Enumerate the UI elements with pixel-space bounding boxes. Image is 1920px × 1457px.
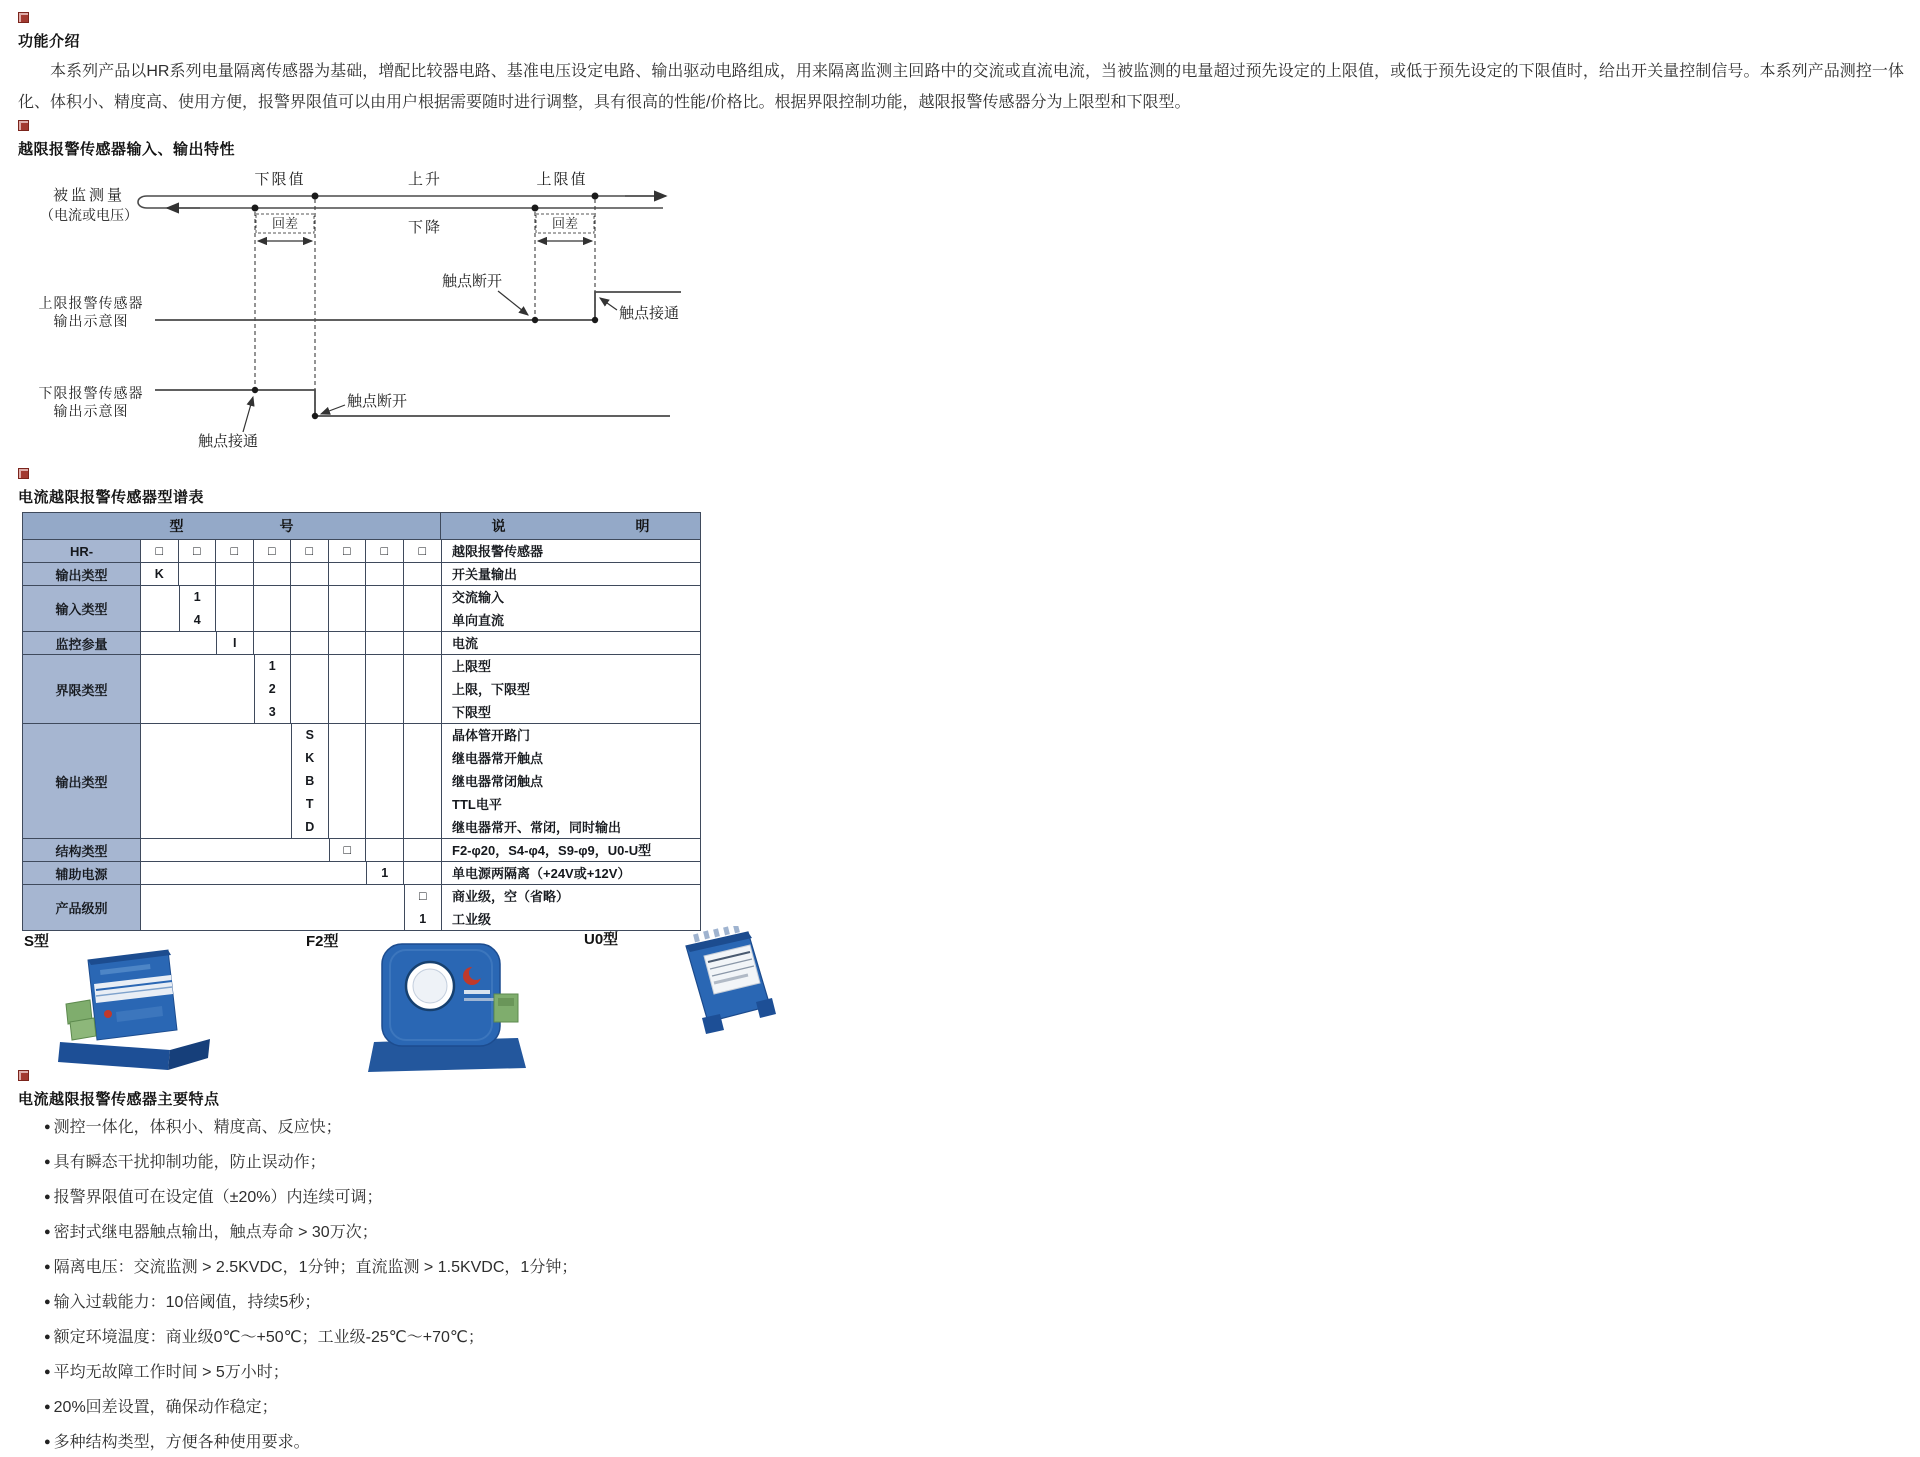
code-cell: 1 [419, 912, 427, 926]
feature-item [44, 1215, 1444, 1250]
lower-output-trace [155, 390, 670, 416]
section-marker-icon [18, 1070, 29, 1081]
code-cell: B [305, 774, 315, 788]
row-label: 监控参量 [23, 632, 141, 654]
table-row [23, 861, 700, 884]
section-marker-icon [18, 468, 29, 479]
label-upper-output-1: 上限报警传感器 [38, 297, 144, 312]
label-contact-open-upper: 触点断开 [441, 274, 503, 290]
row-desc: 单电源两隔离（+24V或+12V） [452, 866, 631, 881]
code-cell: K [305, 751, 315, 765]
code-cell: S [305, 728, 314, 742]
row-label: 界限类型 [23, 655, 141, 723]
feature-item [44, 1110, 1444, 1145]
callout-arrow [243, 397, 253, 432]
row-desc: 开关量输出 [452, 567, 518, 582]
code-box: □ [418, 889, 427, 903]
code-cell: D [305, 820, 315, 834]
hysteresis-right [536, 214, 594, 241]
label-upper-limit: 上限值 [536, 172, 588, 188]
bullet-icon: ● [44, 1436, 51, 1448]
label-contact-open-lower: 触点断开 [346, 394, 408, 410]
code-cell: 4 [193, 613, 201, 627]
code-cell: 1 [381, 866, 389, 880]
label-lower-limit: 下限值 [254, 172, 306, 188]
code-cell: 2 [268, 682, 276, 696]
product-photo-u0-type [660, 926, 785, 1038]
table-row [23, 838, 700, 861]
table-row [23, 631, 700, 654]
row-desc: 电流 [452, 636, 479, 651]
feature-item [44, 1145, 1444, 1180]
feature-text: 输入过载能力：10倍阈值，持续5秒； [53, 1294, 321, 1311]
label-contact-close-lower: 触点接通 [197, 434, 259, 450]
row-label: HR- [23, 540, 141, 562]
code-box: □ [418, 544, 427, 558]
table-row [23, 654, 700, 723]
code-cell: 1 [268, 659, 276, 673]
code-cell: I [233, 636, 237, 650]
row-label: 输入类型 [23, 586, 141, 631]
header-desc-char2: 明 [635, 518, 650, 534]
feature-text: 隔离电压：交流监测 > 2.5KVDC，1分钟；直流监测 > 1.5KVDC，1分钟； [53, 1259, 578, 1276]
label-hysteresis-left: 回差 [271, 216, 299, 231]
feature-text: 测控一体化，体积小、精度高、反应快； [53, 1119, 342, 1136]
code-cell: 1 [193, 590, 201, 604]
row-desc: 上限型 [452, 659, 492, 674]
row-desc: 交流输入 [452, 590, 505, 605]
callout-arrow [498, 291, 528, 315]
label-monitored-unit: （电流或电压） [40, 209, 138, 224]
feature-item [44, 1390, 1444, 1425]
row-desc: 继电器常开、常闭，同时输出 [452, 820, 622, 835]
table-row [23, 562, 700, 585]
feature-item [44, 1425, 1444, 1457]
row-desc: 商业级，空（省略） [452, 889, 570, 904]
feature-item [44, 1320, 1444, 1355]
header-model-char2: 号 [279, 518, 294, 534]
bullet-icon: ● [44, 1121, 51, 1133]
feature-text: 具有瞬态干扰抑制功能，防止误动作； [53, 1154, 326, 1171]
code-cell: T [305, 797, 314, 811]
label-falling: 下降 [407, 220, 443, 236]
feature-text: 密封式继电器触点输出，触点寿命 > 30万次； [53, 1224, 378, 1241]
upper-output-step-dot [592, 317, 598, 323]
header-model-char1: 型 [169, 518, 184, 534]
label-lower-output-1: 下限报警传感器 [38, 387, 144, 402]
row-desc: 晶体管开路门 [452, 728, 531, 743]
feature-item [44, 1355, 1444, 1390]
bullet-icon: ● [44, 1366, 51, 1378]
row-label: 输出类型 [23, 724, 141, 838]
code-box: □ [267, 544, 276, 558]
row-desc: 越限报警传感器 [452, 544, 544, 559]
features-list [44, 1110, 1444, 1457]
row-label: 产品级别 [23, 885, 141, 930]
feature-text: 平均无故障工作时间 > 5万小时； [53, 1364, 289, 1381]
upper-output-dot [532, 317, 538, 323]
upper-output-trace [155, 292, 681, 320]
bullet-icon: ● [44, 1261, 51, 1273]
model-spectrum-table [22, 512, 701, 931]
product-photo-f2-type [368, 938, 543, 1078]
code-box: □ [230, 544, 239, 558]
table-header-row [23, 513, 700, 539]
lower-output-dot [252, 387, 258, 393]
measured-axis-lines [138, 196, 666, 208]
row-desc: 下限型 [452, 705, 492, 720]
hysteresis-left [256, 214, 314, 241]
product-photo-s-type [50, 942, 220, 1074]
lower-output-step-dot [312, 413, 318, 419]
code-cell: K [154, 567, 164, 581]
product-label-s-type: S型 [24, 933, 50, 950]
bullet-icon: ● [44, 1191, 51, 1203]
label-monitored-quantity: 被监测量 [52, 188, 126, 204]
row-desc: 单向直流 [452, 613, 505, 628]
product-label-f2-type: F2型 [306, 933, 339, 950]
model-table-title: 电流越限报警传感器型谱表 [18, 489, 205, 506]
bullet-icon: ● [44, 1401, 51, 1413]
bullet-icon: ● [44, 1226, 51, 1238]
header-desc [441, 513, 700, 539]
row-label: 输出类型 [23, 563, 141, 585]
code-box: □ [155, 544, 164, 558]
io-characteristics-diagram [25, 158, 705, 458]
code-box: □ [305, 544, 314, 558]
label-hysteresis-right: 回差 [551, 216, 579, 231]
row-desc: 继电器常闭触点 [452, 774, 544, 789]
callout-arrow [321, 405, 345, 414]
intro-paragraph: 本系列产品以HR系列电量隔离传感器为基础，增配比较器电路、基准电压设定电路、输出驱动电路组成，用来隔离监测主回路中的交流或直流电流，当被监测的电量超过预先设定的上限值，或低于预先设定的下限值时，给出开关量控制信号。本系列产品测控一体化、体积小、精度高、使用方便，报警界限值可以由用户根据需要随时进行调整，具有很高的性能/价格比。根据界限控制功能，越限报警传感器分为上限型和下限型。 [18, 63, 1904, 111]
row-desc: TTL电平 [452, 797, 502, 812]
table-row [23, 539, 700, 562]
header-model [23, 513, 441, 539]
row-desc: F2-φ20，S4-φ4，S9-φ9，U0-U型 [452, 843, 652, 858]
feature-text: 20%回差设置，确保动作稳定； [53, 1399, 278, 1416]
row-desc: 上限，下限型 [452, 682, 531, 697]
label-contact-close-upper: 触点接通 [618, 306, 680, 322]
code-cell: 3 [268, 705, 276, 719]
feature-text: 报警界限值可在设定值（±20%）内连续可调； [53, 1189, 383, 1206]
row-desc: 继电器常开触点 [452, 751, 544, 766]
table-row [23, 723, 700, 838]
code-box: □ [342, 544, 351, 558]
header-desc-char1: 说 [491, 518, 506, 534]
table-row [23, 884, 700, 930]
row-label: 结构类型 [23, 839, 141, 861]
intro-title: 功能介绍 [18, 33, 81, 50]
row-label: 辅助电源 [23, 862, 141, 884]
code-box: □ [192, 544, 201, 558]
feature-text: 多种结构类型，方便各种使用要求。 [53, 1434, 310, 1451]
section-marker-icon [18, 120, 29, 131]
feature-item [44, 1285, 1444, 1320]
bullet-icon: ● [44, 1296, 51, 1308]
bullet-icon: ● [44, 1156, 51, 1168]
section-marker-icon [18, 12, 29, 23]
callout-arrow [600, 298, 617, 310]
product-label-u0-type: U0型 [584, 931, 619, 948]
table-row [23, 585, 700, 631]
label-rising: 上升 [407, 172, 443, 188]
feature-item [44, 1250, 1444, 1285]
bullet-icon: ● [44, 1331, 51, 1343]
feature-item [44, 1180, 1444, 1215]
code-box: □ [343, 843, 352, 857]
feature-text: 额定环境温度：商业级0℃～+50℃；工业级-25℃～+70℃； [53, 1329, 484, 1346]
label-lower-output-2: 输出示意图 [53, 405, 129, 420]
io-section-title: 越限报警传感器输入、输出特性 [18, 141, 236, 158]
label-upper-output-2: 输出示意图 [53, 315, 129, 330]
row-desc: 工业级 [452, 912, 492, 927]
features-title: 电流越限报警传感器主要特点 [18, 1091, 220, 1108]
code-box: □ [380, 544, 389, 558]
